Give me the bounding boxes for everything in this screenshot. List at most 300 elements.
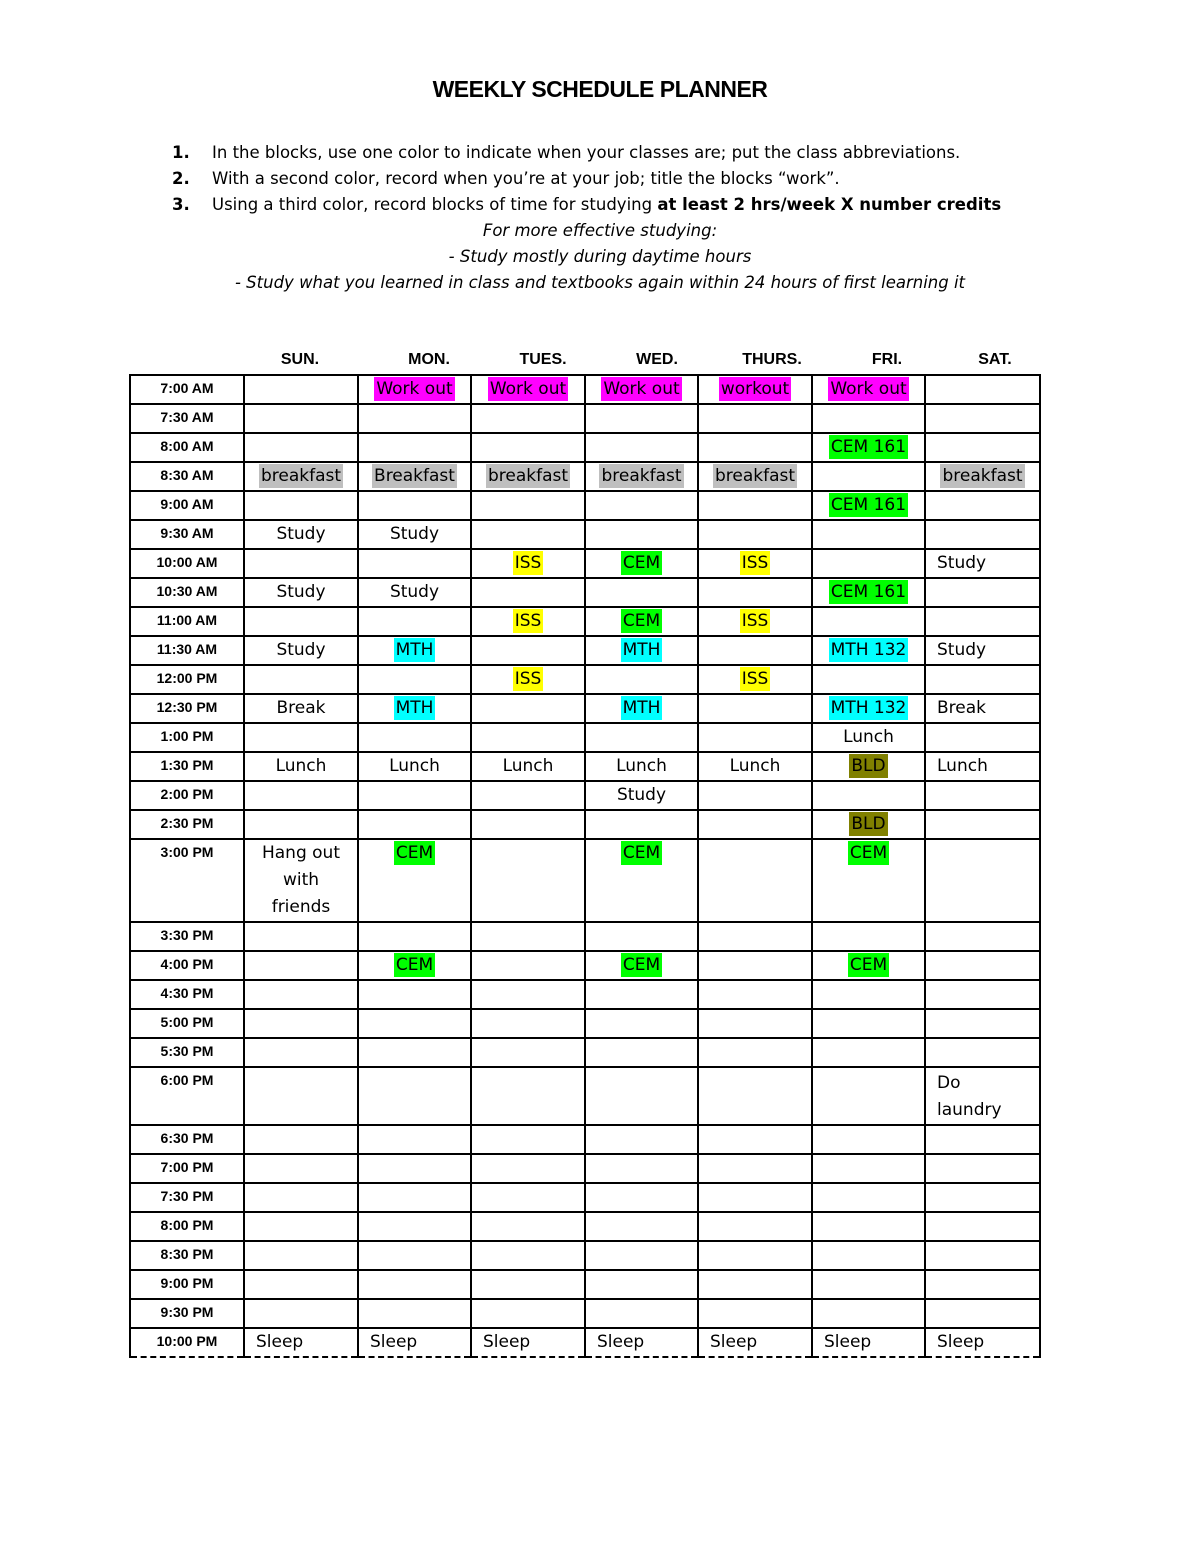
schedule-entry-highlight: CEM (622, 843, 661, 863)
schedule-cell[interactable] (585, 951, 698, 980)
schedule-cell[interactable] (585, 578, 698, 607)
schedule-entry: Lunch (389, 756, 440, 776)
schedule-cell[interactable] (358, 636, 471, 665)
schedule-entry: Sleep (370, 1332, 418, 1352)
schedule-cell[interactable] (358, 1299, 471, 1328)
schedule-cell[interactable] (698, 404, 812, 433)
schedule-cell[interactable] (698, 1328, 812, 1357)
time-slot-label: 8:30 AM (130, 462, 244, 491)
schedule-cell[interactable] (244, 462, 358, 491)
schedule-cell[interactable] (925, 980, 1040, 1009)
time-slot-label: 6:30 PM (130, 1125, 244, 1154)
schedule-cell[interactable] (244, 520, 358, 549)
schedule-cell[interactable] (698, 1038, 812, 1067)
schedule-entry: Sleep (824, 1332, 872, 1352)
schedule-cell[interactable] (244, 375, 358, 404)
schedule-cell[interactable] (358, 1154, 471, 1183)
schedule-cell[interactable] (471, 549, 585, 578)
schedule-cell[interactable] (925, 491, 1040, 520)
day-header-wed: WED. (636, 351, 678, 368)
schedule-cell[interactable] (358, 578, 471, 607)
instruction-number: 3. (172, 195, 190, 214)
schedule-cell[interactable] (812, 839, 925, 922)
schedule-cell[interactable] (698, 1154, 812, 1183)
schedule-entry-highlight: Breakfast (374, 466, 455, 486)
schedule-entry-highlight: CEM (622, 955, 661, 975)
schedule-cell[interactable] (244, 1067, 358, 1125)
schedule-cell[interactable] (698, 1125, 812, 1154)
schedule-cell[interactable] (925, 549, 1040, 578)
schedule-cell[interactable] (812, 1241, 925, 1270)
schedule-row (130, 1067, 1040, 1125)
schedule-cell[interactable] (585, 1299, 698, 1328)
schedule-cell[interactable] (698, 1212, 812, 1241)
schedule-cell[interactable] (585, 375, 698, 404)
schedule-cell[interactable] (244, 694, 358, 723)
instruction-item (172, 140, 1001, 166)
schedule-cell[interactable] (358, 433, 471, 462)
schedule-cell[interactable] (812, 781, 925, 810)
schedule-entry-highlight: ISS (741, 669, 769, 689)
time-slot-label: 11:00 AM (130, 607, 244, 636)
schedule-cell[interactable] (358, 520, 471, 549)
schedule-cell[interactable] (471, 1154, 585, 1183)
schedule-cell[interactable] (925, 752, 1040, 781)
schedule-cell[interactable] (585, 922, 698, 951)
schedule-cell[interactable] (471, 1328, 585, 1357)
schedule-row (130, 1009, 1040, 1038)
schedule-cell[interactable] (698, 1241, 812, 1270)
schedule-cell[interactable] (358, 723, 471, 752)
schedule-cell[interactable] (585, 781, 698, 810)
schedule-cell[interactable] (471, 404, 585, 433)
schedule-cell[interactable] (925, 810, 1040, 839)
schedule-cell[interactable] (358, 1183, 471, 1212)
schedule-cell[interactable] (585, 462, 698, 491)
instruction-text: With a second color, record when you’re at your job; title the blocks “work”. (212, 169, 840, 188)
schedule-cell[interactable] (925, 781, 1040, 810)
schedule-row (130, 1125, 1040, 1154)
schedule-entry-highlight: CEM 161 (830, 582, 907, 602)
schedule-cell[interactable] (358, 375, 471, 404)
schedule-cell[interactable] (698, 781, 812, 810)
schedule-cell[interactable] (244, 1038, 358, 1067)
schedule-cell[interactable] (358, 404, 471, 433)
schedule-cell[interactable] (244, 980, 358, 1009)
schedule-cell[interactable] (244, 723, 358, 752)
schedule-entry: Study (276, 640, 326, 660)
schedule-row (130, 1038, 1040, 1067)
schedule-entry: Lunch (275, 756, 327, 776)
schedule-cell[interactable] (244, 1212, 358, 1241)
schedule-cell[interactable] (925, 462, 1040, 491)
schedule-cell[interactable] (358, 1270, 471, 1299)
schedule-cell[interactable] (812, 636, 925, 665)
schedule-cell[interactable] (585, 1067, 698, 1125)
schedule-cell[interactable] (244, 404, 358, 433)
schedule-cell[interactable] (585, 1270, 698, 1299)
schedule-cell[interactable] (698, 1067, 812, 1125)
schedule-cell[interactable] (585, 433, 698, 462)
schedule-cell[interactable] (812, 1212, 925, 1241)
schedule-entry-highlight: CEM (622, 553, 661, 573)
schedule-cell[interactable] (358, 1125, 471, 1154)
schedule-cell[interactable] (585, 694, 698, 723)
schedule-cell[interactable] (812, 1328, 925, 1357)
schedule-cell[interactable] (698, 980, 812, 1009)
schedule-cell[interactable] (244, 839, 358, 922)
instruction-text: Using a third color, record blocks of time for studying (212, 195, 658, 214)
schedule-cell[interactable] (358, 1038, 471, 1067)
schedule-cell[interactable] (585, 1154, 698, 1183)
schedule-cell[interactable] (471, 636, 585, 665)
time-slot-label: 9:30 PM (130, 1299, 244, 1328)
schedule-cell[interactable] (812, 607, 925, 636)
time-slot-label: 8:00 AM (130, 433, 244, 462)
schedule-cell[interactable] (471, 578, 585, 607)
schedule-cell[interactable] (585, 491, 698, 520)
schedule-entry: Study (937, 640, 987, 660)
schedule-entry: Lunch (729, 756, 781, 776)
schedule-cell[interactable] (585, 1125, 698, 1154)
schedule-row (130, 1154, 1040, 1183)
schedule-cell[interactable] (925, 839, 1040, 922)
schedule-cell[interactable] (585, 839, 698, 922)
schedule-row (130, 980, 1040, 1009)
schedule-cell[interactable] (244, 1183, 358, 1212)
schedule-cell[interactable] (244, 1125, 358, 1154)
schedule-cell[interactable] (925, 723, 1040, 752)
schedule-cell[interactable] (244, 752, 358, 781)
schedule-cell[interactable] (925, 1328, 1040, 1357)
time-slot-label: 12:30 PM (130, 694, 244, 723)
schedule-cell[interactable] (812, 404, 925, 433)
schedule-cell[interactable] (244, 810, 358, 839)
schedule-cell[interactable] (812, 665, 925, 694)
schedule-cell[interactable] (471, 839, 585, 922)
schedule-row (130, 1183, 1040, 1212)
schedule-cell[interactable] (585, 1183, 698, 1212)
time-slot-label: 8:30 PM (130, 1241, 244, 1270)
schedule-row (130, 578, 1040, 607)
schedule-cell[interactable] (244, 951, 358, 980)
schedule-entry: Study (276, 524, 326, 544)
schedule-cell[interactable] (925, 922, 1040, 951)
schedule-cell[interactable] (244, 781, 358, 810)
schedule-cell[interactable] (925, 665, 1040, 694)
schedule-cell[interactable] (358, 491, 471, 520)
time-slot-label: 7:00 AM (130, 375, 244, 404)
schedule-cell[interactable] (358, 607, 471, 636)
schedule-cell[interactable] (471, 1183, 585, 1212)
schedule-cell[interactable] (358, 1067, 471, 1125)
schedule-cell[interactable] (925, 1299, 1040, 1328)
schedule-cell[interactable] (925, 1154, 1040, 1183)
schedule-cell[interactable] (471, 922, 585, 951)
schedule-cell[interactable] (698, 433, 812, 462)
schedule-cell[interactable] (698, 549, 812, 578)
schedule-cell[interactable] (471, 723, 585, 752)
schedule-cell[interactable] (358, 752, 471, 781)
schedule-cell[interactable] (244, 636, 358, 665)
schedule-row (130, 922, 1040, 951)
schedule-cell[interactable] (244, 1154, 358, 1183)
schedule-row (130, 810, 1040, 839)
schedule-cell[interactable] (698, 1009, 812, 1038)
schedule-cell[interactable] (471, 462, 585, 491)
schedule-cell[interactable] (698, 694, 812, 723)
time-slot-label: 5:00 PM (130, 1009, 244, 1038)
schedule-cell[interactable] (244, 433, 358, 462)
schedule-cell[interactable] (812, 462, 925, 491)
schedule-cell[interactable] (812, 752, 925, 781)
schedule-cell[interactable] (358, 980, 471, 1009)
schedule-cell[interactable] (812, 694, 925, 723)
schedule-row (130, 549, 1040, 578)
schedule-cell[interactable] (698, 491, 812, 520)
schedule-cell[interactable] (471, 1009, 585, 1038)
schedule-entry-highlight: Work out (376, 379, 453, 399)
schedule-entry: Study (937, 553, 987, 573)
schedule-cell[interactable] (585, 549, 698, 578)
schedule-row (130, 462, 1040, 491)
schedule-cell[interactable] (471, 980, 585, 1009)
schedule-entry-highlight: ISS (514, 553, 542, 573)
schedule-cell[interactable] (698, 607, 812, 636)
schedule-cell[interactable] (585, 1038, 698, 1067)
schedule-cell[interactable] (812, 980, 925, 1009)
schedule-cell[interactable] (698, 951, 812, 980)
schedule-cell[interactable] (812, 491, 925, 520)
schedule-cell[interactable] (812, 1154, 925, 1183)
schedule-cell[interactable] (358, 839, 471, 922)
schedule-cell[interactable] (585, 607, 698, 636)
time-slot-label: 1:00 PM (130, 723, 244, 752)
schedule-cell[interactable] (585, 636, 698, 665)
schedule-cell[interactable] (812, 1299, 925, 1328)
schedule-entry-highlight: BLD (851, 756, 886, 776)
schedule-cell[interactable] (698, 375, 812, 404)
schedule-cell[interactable] (244, 549, 358, 578)
schedule-cell[interactable] (358, 1212, 471, 1241)
schedule-cell[interactable] (471, 491, 585, 520)
schedule-cell[interactable] (925, 1009, 1040, 1038)
schedule-cell[interactable] (358, 665, 471, 694)
schedule-cell[interactable] (471, 375, 585, 404)
schedule-entry-highlight: MTH 132 (830, 698, 907, 718)
schedule-cell[interactable] (925, 1038, 1040, 1067)
schedule-cell[interactable] (471, 1038, 585, 1067)
schedule-cell[interactable] (698, 723, 812, 752)
schedule-cell[interactable] (698, 810, 812, 839)
schedule-cell[interactable] (925, 404, 1040, 433)
schedule-entry-highlight: BLD (851, 814, 886, 834)
schedule-cell[interactable] (925, 520, 1040, 549)
schedule-cell[interactable] (358, 810, 471, 839)
schedule-cell[interactable] (585, 1241, 698, 1270)
schedule-cell[interactable] (698, 578, 812, 607)
schedule-cell[interactable] (471, 1125, 585, 1154)
schedule-cell[interactable] (585, 1212, 698, 1241)
schedule-cell[interactable] (585, 723, 698, 752)
schedule-cell[interactable] (812, 922, 925, 951)
schedule-cell[interactable] (244, 1328, 358, 1357)
schedule-cell[interactable] (244, 1009, 358, 1038)
schedule-cell[interactable] (358, 1009, 471, 1038)
schedule-cell[interactable] (812, 1009, 925, 1038)
schedule-cell[interactable] (925, 1270, 1040, 1299)
schedule-cell[interactable] (925, 1067, 1040, 1125)
schedule-entry-highlight: ISS (514, 611, 542, 631)
schedule-cell[interactable] (812, 1067, 925, 1125)
schedule-cell[interactable] (471, 607, 585, 636)
schedule-cell[interactable] (698, 1183, 812, 1212)
schedule-cell[interactable] (358, 922, 471, 951)
schedule-cell[interactable] (812, 1270, 925, 1299)
schedule-cell[interactable] (698, 636, 812, 665)
schedule-cell[interactable] (358, 549, 471, 578)
schedule-cell[interactable] (925, 578, 1040, 607)
schedule-cell[interactable] (585, 404, 698, 433)
schedule-entry: Lunch (502, 756, 554, 776)
schedule-cell[interactable] (925, 607, 1040, 636)
schedule-cell[interactable] (585, 1328, 698, 1357)
time-slot-label: 7:00 PM (130, 1154, 244, 1183)
schedule-entry-highlight: CEM (622, 611, 661, 631)
schedule-cell[interactable] (812, 375, 925, 404)
time-slot-label: 9:30 AM (130, 520, 244, 549)
schedule-cell[interactable] (471, 1067, 585, 1125)
time-slot-label: 2:30 PM (130, 810, 244, 839)
schedule-cell[interactable] (698, 462, 812, 491)
schedule-cell[interactable] (812, 951, 925, 980)
schedule-cell[interactable] (698, 520, 812, 549)
schedule-entry-highlight: breakfast (714, 466, 796, 486)
schedule-cell[interactable] (925, 1125, 1040, 1154)
schedule-cell[interactable] (585, 980, 698, 1009)
schedule-cell[interactable] (812, 1125, 925, 1154)
schedule-entry-highlight: CEM (849, 955, 888, 975)
day-header-fri: FRI. (871, 351, 903, 368)
schedule-entry: Hang out with friends (261, 843, 340, 917)
schedule-cell[interactable] (244, 922, 358, 951)
instructions-list (172, 140, 1001, 218)
schedule-cell[interactable] (244, 491, 358, 520)
schedule-cell[interactable] (471, 951, 585, 980)
schedule-cell[interactable] (358, 694, 471, 723)
day-header-thurs: THURS. (742, 351, 802, 368)
schedule-cell[interactable] (585, 752, 698, 781)
schedule-cell[interactable] (244, 607, 358, 636)
schedule-entry-highlight: MTH (395, 698, 434, 718)
schedule-row (130, 433, 1040, 462)
schedule-cell[interactable] (812, 723, 925, 752)
instruction-number: 1. (172, 143, 190, 162)
schedule-cell[interactable] (925, 1183, 1040, 1212)
schedule-cell[interactable] (471, 694, 585, 723)
time-slot-label: 6:00 PM (130, 1067, 244, 1125)
tip-item: - Study mostly during daytime hours (448, 247, 752, 266)
schedule-cell[interactable] (471, 810, 585, 839)
schedule-entry: Lunch (937, 756, 988, 776)
schedule-cell[interactable] (358, 1241, 471, 1270)
schedule-cell[interactable] (471, 433, 585, 462)
schedule-cell[interactable] (698, 839, 812, 922)
schedule-cell[interactable] (244, 1299, 358, 1328)
page-title: WEEKLY SCHEDULE PLANNER (432, 76, 768, 102)
schedule-cell[interactable] (585, 1009, 698, 1038)
schedule-entry-highlight: workout (720, 379, 790, 399)
schedule-cell[interactable] (812, 1038, 925, 1067)
day-header-tues: TUES. (519, 351, 567, 368)
schedule-entry: Study (389, 582, 440, 602)
schedule-entry: Sleep (597, 1332, 645, 1352)
schedule-cell[interactable] (471, 1299, 585, 1328)
schedule-cell[interactable] (812, 520, 925, 549)
schedule-cell[interactable] (358, 462, 471, 491)
schedule-entry-highlight: Work out (489, 379, 567, 399)
schedule-cell[interactable] (925, 636, 1040, 665)
schedule-cell[interactable] (812, 810, 925, 839)
schedule-cell[interactable] (698, 1270, 812, 1299)
schedule-cell[interactable] (244, 1241, 358, 1270)
schedule-cell[interactable] (358, 951, 471, 980)
schedule-cell[interactable] (698, 752, 812, 781)
schedule-cell[interactable] (244, 578, 358, 607)
schedule-cell[interactable] (358, 1328, 471, 1357)
schedule-cell[interactable] (471, 1270, 585, 1299)
time-slot-label: 3:30 PM (130, 922, 244, 951)
schedule-cell[interactable] (585, 520, 698, 549)
schedule-entry: Study (616, 785, 667, 805)
schedule-cell[interactable] (925, 951, 1040, 980)
schedule-cell[interactable] (925, 375, 1040, 404)
schedule-cell[interactable] (471, 781, 585, 810)
schedule-cell[interactable] (925, 1212, 1040, 1241)
schedule-entry-highlight: breakfast (942, 466, 1023, 486)
schedule-cell[interactable] (244, 665, 358, 694)
schedule-cell[interactable] (471, 1241, 585, 1270)
schedule-cell[interactable] (925, 694, 1040, 723)
schedule-cell[interactable] (812, 433, 925, 462)
study-tips (0, 218, 1200, 296)
schedule-cell[interactable] (812, 1183, 925, 1212)
schedule-cell[interactable] (698, 665, 812, 694)
schedule-cell[interactable] (698, 922, 812, 951)
schedule-cell[interactable] (244, 1270, 358, 1299)
schedule-row (130, 723, 1040, 752)
schedule-entry-highlight: MTH (395, 640, 434, 660)
time-slot-label: 12:00 PM (130, 665, 244, 694)
schedule-cell[interactable] (585, 810, 698, 839)
schedule-cell[interactable] (925, 1241, 1040, 1270)
schedule-cell[interactable] (698, 1299, 812, 1328)
schedule-cell[interactable] (471, 520, 585, 549)
schedule-cell[interactable] (812, 549, 925, 578)
schedule-cell[interactable] (925, 433, 1040, 462)
schedule-cell[interactable] (585, 665, 698, 694)
schedule-cell[interactable] (471, 1212, 585, 1241)
schedule-cell[interactable] (471, 752, 585, 781)
schedule-cell[interactable] (812, 578, 925, 607)
schedule-row (130, 951, 1040, 980)
schedule-entry-highlight: CEM (395, 955, 434, 975)
time-slot-label: 1:30 PM (130, 752, 244, 781)
time-slot-label: 9:00 AM (130, 491, 244, 520)
time-slot-label: 5:30 PM (130, 1038, 244, 1067)
schedule-cell[interactable] (471, 665, 585, 694)
schedule-cell[interactable] (358, 781, 471, 810)
